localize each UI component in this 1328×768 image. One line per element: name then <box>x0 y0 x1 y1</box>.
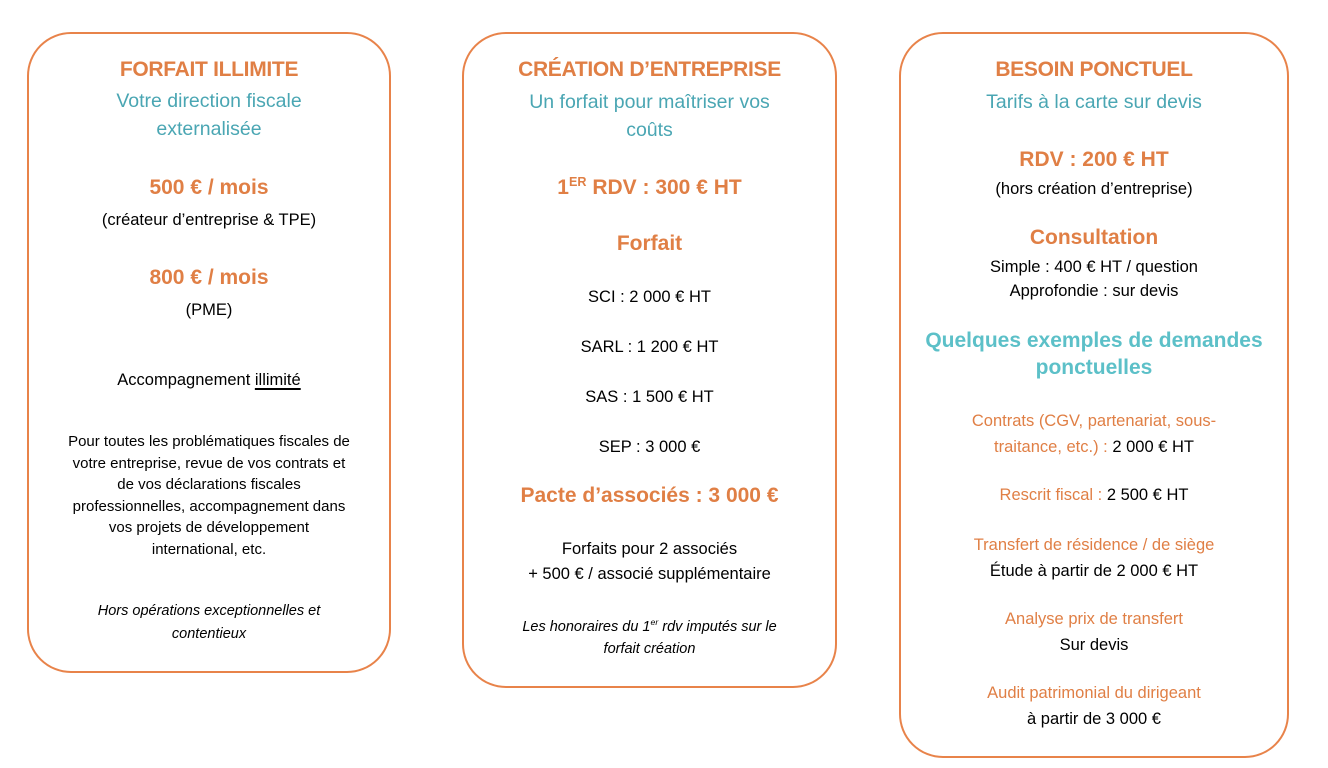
contrats-price: 2 000 € HT <box>1112 438 1194 456</box>
description-line: votre entreprise, revue de vos contrats et <box>72 455 346 472</box>
footnote-line2: forfait création <box>603 641 696 657</box>
forfait-item-sas: SAS : 1 500 € HT <box>585 388 714 406</box>
first-rdv-price <box>464 176 835 200</box>
price-tpe: 500 € / mois <box>149 176 269 199</box>
forfait-item-sci: SCI : 2 000 € HT <box>588 288 711 306</box>
analyse-value: Sur devis <box>1059 636 1129 654</box>
footnote-prefix: Les honoraires du 1 <box>522 619 651 635</box>
examples-heading-line1: Quelques exemples de demandes <box>925 329 1263 352</box>
pacte-associes: Pacte d’associés : 3 000 € <box>520 484 779 507</box>
footnote-line1 <box>464 616 835 638</box>
card-besoin-ponctuel <box>899 32 1289 758</box>
footnote-suffix: rdv imputés sur le <box>658 619 777 635</box>
contrats-label-line1: Contrats (CGV, partenariat, sous- <box>971 412 1217 430</box>
card-title: CRÉATION D’ENTREPRISE <box>518 58 781 81</box>
footnote-line2: contentieux <box>171 626 247 642</box>
rdv-price: RDV : 200 € HT <box>1019 148 1169 171</box>
pacte-line2: + 500 € / associé supplémentaire <box>528 565 771 583</box>
card-subtitle-line1: Votre direction fiscale <box>116 90 302 112</box>
price-pme-note: (PME) <box>185 301 233 319</box>
consultation-simple: Simple : 400 € HT / question <box>990 258 1198 276</box>
rdv-number: 1 <box>557 176 569 199</box>
footnote-line1: Hors opérations exceptionnelles et <box>97 603 321 619</box>
card-title: FORFAIT ILLIMITE <box>119 58 299 81</box>
rdv-label: RDV : 300 € HT <box>586 176 742 199</box>
description-line: international, etc. <box>151 541 267 558</box>
card-subtitle-line1: Un forfait pour maîtriser vos <box>529 91 770 113</box>
card-creation-entreprise <box>462 32 837 688</box>
contrats-line2 <box>901 434 1287 460</box>
description-line: de vos déclarations fiscales <box>117 476 301 493</box>
audit-label: Audit patrimonial du dirigeant <box>987 684 1201 702</box>
rdv-note: (hors création d’entreprise) <box>995 180 1193 198</box>
price-pme: 800 € / mois <box>149 266 269 289</box>
rdv-ordinal: ER <box>568 175 587 189</box>
card-title: BESOIN PONCTUEL <box>995 58 1193 81</box>
examples-heading-line2: ponctuelles <box>1035 356 1153 379</box>
transfert-value: Étude à partir de 2 000 € HT <box>989 562 1199 580</box>
contrats-label-line2: traitance, etc.) : <box>994 438 1113 456</box>
card-subtitle-line2: externalisée <box>156 118 262 140</box>
consultation-approfondie: Approfondie : sur devis <box>1009 282 1179 300</box>
description-line: professionnelles, accompagnement dans <box>72 498 346 515</box>
accompagnement-prefix: Accompagnement <box>117 371 255 389</box>
card-subtitle-line2: coûts <box>626 119 673 141</box>
accompagnement-illimite: illimité <box>254 371 301 389</box>
audit-value: à partir de 3 000 € <box>1027 710 1161 728</box>
forfait-item-sep: SEP : 3 000 € <box>598 438 701 456</box>
rescrit-line <box>901 482 1287 508</box>
accompagnement-text <box>29 368 389 392</box>
rescrit-label: Rescrit fiscal : <box>999 486 1107 504</box>
transfert-label: Transfert de résidence / de siège <box>973 536 1215 554</box>
analyse-label: Analyse prix de transfert <box>1005 610 1183 628</box>
consultation-heading: Consultation <box>1029 226 1159 249</box>
description-line: Pour toutes les problématiques fiscales de <box>68 433 350 450</box>
card-forfait-illimite <box>27 32 391 673</box>
footnote-ordinal: er <box>650 617 659 628</box>
price-tpe-note: (créateur d’entreprise & TPE) <box>101 211 317 229</box>
pacte-line1: Forfaits pour 2 associés <box>561 540 738 558</box>
forfait-item-sarl: SARL : 1 200 € HT <box>580 338 719 356</box>
description-line: vos projets de développement <box>108 519 310 536</box>
rescrit-price: 2 500 € HT <box>1106 486 1189 504</box>
card-subtitle: Tarifs à la carte sur devis <box>986 91 1202 113</box>
forfait-heading: Forfait <box>616 232 683 255</box>
